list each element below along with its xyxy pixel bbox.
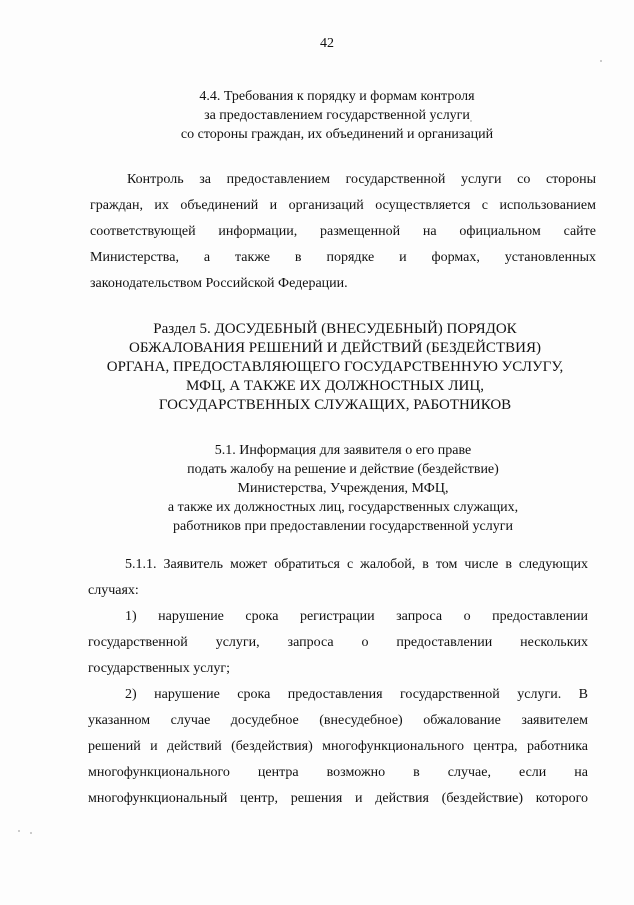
paragraph-line: граждан, их объединений и организаций осуществляется с использованием (90, 198, 596, 213)
list-item-line: многофункциональный центр, решения и действия (бездействие) которого (88, 791, 588, 806)
heading-line: ОБЖАЛОВАНИЯ РЕШЕНИЙ И ДЕЙСТВИЙ (БЕЗДЕЙСТВИЯ) (129, 340, 541, 356)
list-item-line: 2) нарушение срока предоставления государственной услуги. В (125, 687, 588, 702)
control-paragraph (90, 167, 596, 297)
heading-line: Раздел 5. ДОСУДЕБНЫЙ (ВНЕСУДЕБНЫЙ) ПОРЯДОК (153, 321, 517, 337)
section-4-4-heading (0, 87, 634, 144)
paragraph-line: 5.1.1. Заявитель может обратиться с жалобой, в том числе в следующих (125, 557, 588, 572)
heading-line: ОРГАНА, ПРЕДОСТАВЛЯЮЩЕГО ГОСУДАРСТВЕННУЮ УСЛУГУ, (106, 359, 564, 375)
list-item-line: многофункционального центра возможно в случае, если на (88, 765, 588, 780)
paragraph-line: законодательством Российской Федерации. (90, 276, 348, 291)
heading-line: МФЦ, А ТАКЖЕ ИХ ДОЛЖНОСТНЫХ ЛИЦ, (186, 378, 484, 394)
heading-line: работников при предоставлении государственной услуги (173, 519, 513, 534)
scan-speck (30, 832, 32, 834)
heading-line: а также их должностных лиц, государственных служащих, (167, 500, 519, 515)
heading-line: ГОСУДАРСТВЕННЫХ СЛУЖАЩИХ, РАБОТНИКОВ (158, 397, 512, 413)
page-number: 42 (320, 36, 334, 51)
section-5-heading (0, 320, 634, 415)
heading-line: Министерства, Учреждения, МФЦ, (237, 481, 449, 496)
list-item-line: решений и действий (бездействия) многофункционального центра, работника (88, 739, 588, 754)
list-item-line: 1) нарушение срока регистрации запроса о предоставлении (125, 609, 588, 624)
list-item-line: государственной услуги, запроса о предоставлении нескольких (88, 635, 588, 650)
paragraph-line: случаях: (88, 583, 139, 598)
paragraph-line: Контроль за предоставлением государственной услуги со стороны (127, 172, 596, 187)
heading-line: со стороны граждан, их объединений и организаций (180, 127, 494, 142)
clause-5-1-1 (88, 552, 588, 812)
scan-speck (600, 60, 602, 62)
list-item-line: указанном случае досудебное (внесудебное) обжалование заявителем (88, 713, 588, 728)
heading-line: за предоставлением государственной услуги (204, 108, 470, 123)
list-item-line: государственных услуг; (88, 661, 231, 676)
heading-line: 5.1. Информация для заявителя о его праве (214, 443, 472, 458)
paragraph-line: соответствующей информации, размещенной на официальном сайте (90, 224, 596, 239)
scan-speck (470, 120, 472, 122)
heading-line: 4.4. Требования к порядку и формам контроля (199, 89, 475, 104)
heading-line: подать жалобу на решение и действие (бездействие) (187, 462, 499, 477)
paragraph-line: Министерства, а также в порядке и формах, установленных (90, 250, 596, 265)
scan-speck (18, 830, 20, 832)
section-5-1-heading (0, 441, 634, 536)
